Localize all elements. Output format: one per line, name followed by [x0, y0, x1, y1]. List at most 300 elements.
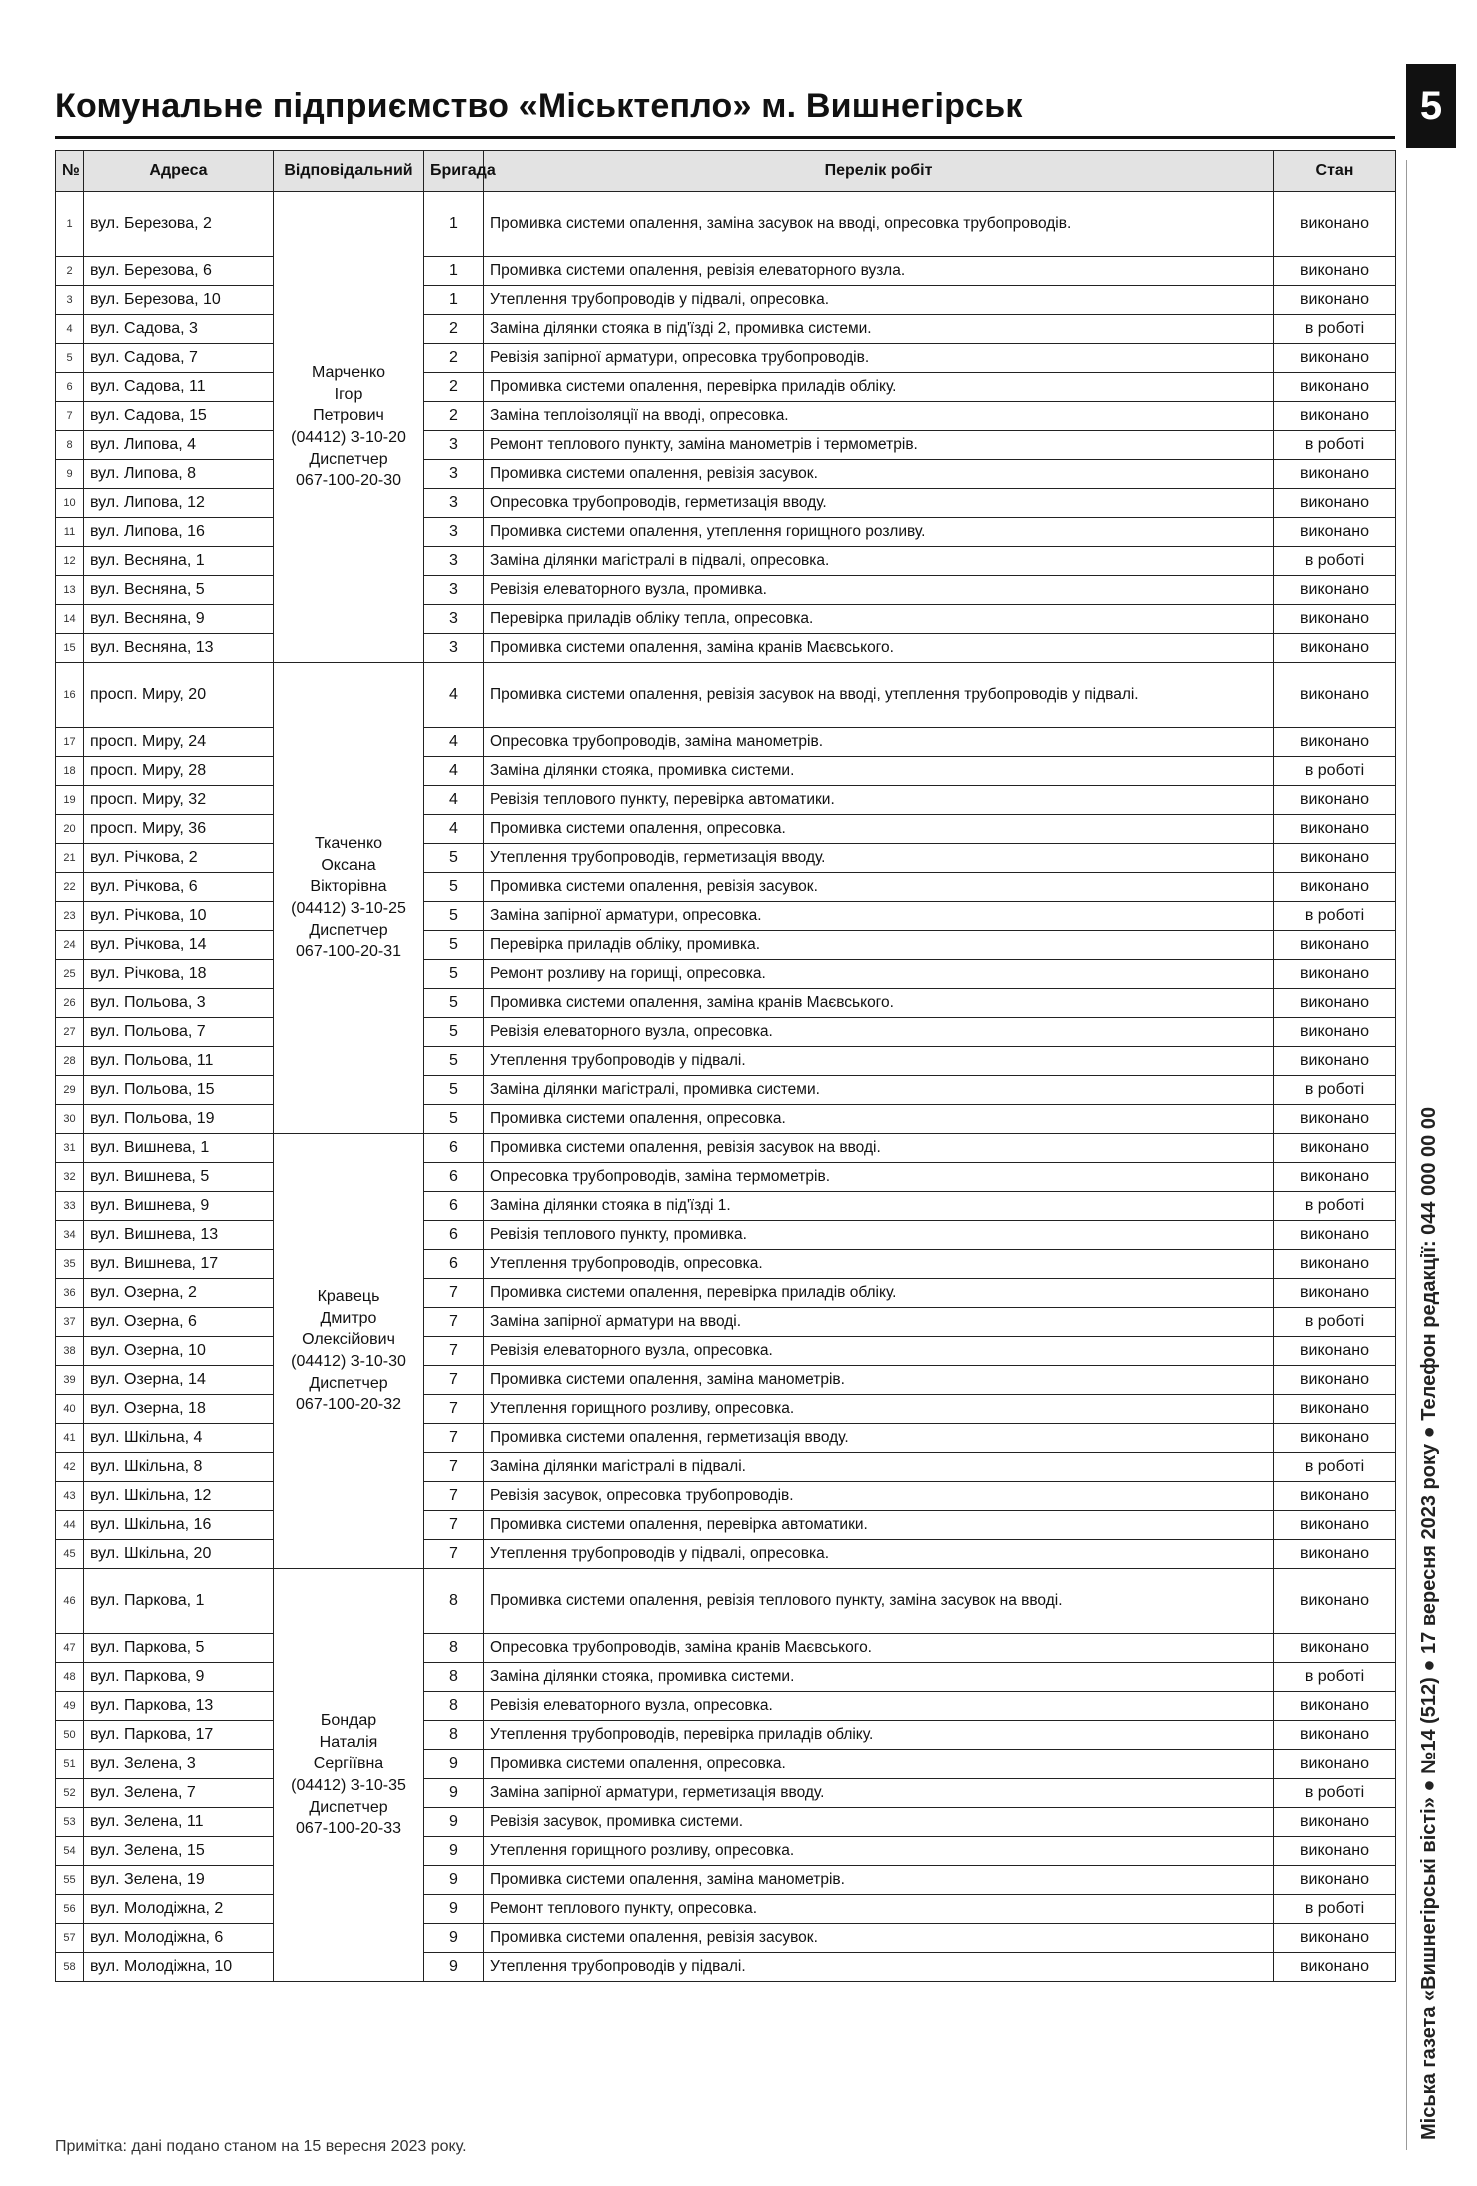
column-header: Перелік робіт: [484, 151, 1274, 192]
crew-cell: 1: [424, 257, 484, 286]
address-cell: вул. Вишнева, 17: [84, 1250, 274, 1279]
status-cell: виконано: [1274, 1953, 1396, 1982]
crew-cell: 6: [424, 1192, 484, 1221]
description-cell: Промивка системи опалення, опресовка.: [484, 1750, 1274, 1779]
address-cell: вул. Березова, 6: [84, 257, 274, 286]
row-number: 25: [56, 960, 84, 989]
contact-cell: Марченко Ігор Петрович (04412) 3-10-20 Диспетчер 067-100-20-30: [274, 192, 424, 663]
table-row: [56, 1047, 1396, 1076]
row-number: 4: [56, 315, 84, 344]
row-number: 38: [56, 1337, 84, 1366]
description-cell: Промивка системи опалення, перевірка приладів обліку.: [484, 373, 1274, 402]
status-cell: виконано: [1274, 1924, 1396, 1953]
table-row: [56, 1279, 1396, 1308]
schedule-table-header: [56, 151, 1396, 192]
row-number: 52: [56, 1779, 84, 1808]
status-cell: виконано: [1274, 1540, 1396, 1569]
description-cell: Ревізія запірної арматури, опресовка трубопроводів.: [484, 344, 1274, 373]
description-cell: Промивка системи опалення, перевірка автоматики.: [484, 1511, 1274, 1540]
page-header: [55, 56, 1395, 139]
table-row: [56, 518, 1396, 547]
table-row: [56, 547, 1396, 576]
table-row: [56, 286, 1396, 315]
description-cell: Промивка системи опалення, ревізія засувок.: [484, 1924, 1274, 1953]
status-cell: в роботі: [1274, 902, 1396, 931]
address-cell: вул. Річкова, 14: [84, 931, 274, 960]
table-row: [56, 1163, 1396, 1192]
status-cell: виконано: [1274, 844, 1396, 873]
crew-cell: 9: [424, 1924, 484, 1953]
description-cell: Промивка системи опалення, герметизація вводу.: [484, 1424, 1274, 1453]
table-row: [56, 431, 1396, 460]
crew-cell: 9: [424, 1866, 484, 1895]
description-cell: Промивка системи опалення, опресовка.: [484, 815, 1274, 844]
crew-cell: 5: [424, 844, 484, 873]
row-number: 43: [56, 1482, 84, 1511]
description-cell: Утеплення трубопроводів у підвалі, опресовка.: [484, 286, 1274, 315]
description-cell: Промивка системи опалення, ревізія засувок.: [484, 460, 1274, 489]
address-cell: вул. Паркова, 1: [84, 1569, 274, 1634]
status-cell: виконано: [1274, 931, 1396, 960]
description-cell: Ревізія елеваторного вузла, промивка.: [484, 576, 1274, 605]
description-cell: Утеплення трубопроводів, опресовка.: [484, 1250, 1274, 1279]
address-cell: вул. Молодіжна, 2: [84, 1895, 274, 1924]
table-row: [56, 1634, 1396, 1663]
status-cell: виконано: [1274, 960, 1396, 989]
table-row: [56, 1953, 1396, 1982]
crew-cell: 7: [424, 1308, 484, 1337]
status-cell: в роботі: [1274, 547, 1396, 576]
row-number: 34: [56, 1221, 84, 1250]
description-cell: Промивка системи опалення, утеплення горищного розливу.: [484, 518, 1274, 547]
footer-note: Примітка: дані подано станом на 15 вересня 2023 року.: [55, 2138, 467, 2155]
contact-cell: Ткаченко Оксана Вікторівна (04412) 3-10-25 Диспетчер 067-100-20-31: [274, 663, 424, 1134]
address-cell: вул. Паркова, 13: [84, 1692, 274, 1721]
crew-cell: 8: [424, 1692, 484, 1721]
address-cell: просп. Миру, 24: [84, 728, 274, 757]
row-number: 40: [56, 1395, 84, 1424]
description-cell: Ревізія теплового пункту, перевірка автоматики.: [484, 786, 1274, 815]
table-row: [56, 1540, 1396, 1569]
row-number: 24: [56, 931, 84, 960]
crew-cell: 2: [424, 344, 484, 373]
description-cell: Перевірка приладів обліку тепла, опресовка.: [484, 605, 1274, 634]
row-number: 57: [56, 1924, 84, 1953]
address-cell: вул. Весняна, 13: [84, 634, 274, 663]
crew-cell: 6: [424, 1250, 484, 1279]
table-row: [56, 1250, 1396, 1279]
crew-cell: 5: [424, 1018, 484, 1047]
address-cell: вул. Річкова, 6: [84, 873, 274, 902]
status-cell: виконано: [1274, 192, 1396, 257]
crew-cell: 3: [424, 576, 484, 605]
crew-cell: 3: [424, 518, 484, 547]
address-cell: просп. Миру, 32: [84, 786, 274, 815]
table-row: [56, 315, 1396, 344]
address-cell: вул. Весняна, 5: [84, 576, 274, 605]
table-row: [56, 1511, 1396, 1540]
status-cell: виконано: [1274, 1511, 1396, 1540]
address-cell: вул. Річкова, 10: [84, 902, 274, 931]
crew-cell: 4: [424, 663, 484, 728]
address-cell: вул. Річкова, 18: [84, 960, 274, 989]
status-cell: в роботі: [1274, 1453, 1396, 1482]
crew-cell: 9: [424, 1808, 484, 1837]
address-cell: вул. Річкова, 2: [84, 844, 274, 873]
status-cell: виконано: [1274, 815, 1396, 844]
column-header: Відповідальний: [274, 151, 424, 192]
status-cell: виконано: [1274, 1337, 1396, 1366]
address-cell: вул. Зелена, 7: [84, 1779, 274, 1808]
schedule-table: [55, 150, 1396, 1982]
column-header: Адреса: [84, 151, 274, 192]
status-cell: в роботі: [1274, 1663, 1396, 1692]
status-cell: виконано: [1274, 1047, 1396, 1076]
row-number: 42: [56, 1453, 84, 1482]
crew-cell: 9: [424, 1837, 484, 1866]
row-number: 3: [56, 286, 84, 315]
address-cell: вул. Липова, 4: [84, 431, 274, 460]
status-cell: виконано: [1274, 1721, 1396, 1750]
row-number: 7: [56, 402, 84, 431]
status-cell: виконано: [1274, 1837, 1396, 1866]
row-number: 44: [56, 1511, 84, 1540]
status-cell: в роботі: [1274, 1308, 1396, 1337]
row-number: 27: [56, 1018, 84, 1047]
address-cell: вул. Зелена, 11: [84, 1808, 274, 1837]
status-cell: виконано: [1274, 634, 1396, 663]
column-header: Стан: [1274, 151, 1396, 192]
crew-cell: 7: [424, 1453, 484, 1482]
table-row: [56, 1866, 1396, 1895]
address-cell: вул. Шкільна, 12: [84, 1482, 274, 1511]
status-cell: виконано: [1274, 1424, 1396, 1453]
address-cell: вул. Паркова, 9: [84, 1663, 274, 1692]
description-cell: Промивка системи опалення, опресовка.: [484, 1105, 1274, 1134]
address-cell: вул. Вишнева, 5: [84, 1163, 274, 1192]
crew-cell: 9: [424, 1779, 484, 1808]
crew-cell: 3: [424, 605, 484, 634]
row-number: 51: [56, 1750, 84, 1779]
address-cell: вул. Вишнева, 9: [84, 1192, 274, 1221]
status-cell: виконано: [1274, 1279, 1396, 1308]
address-cell: вул. Польова, 3: [84, 989, 274, 1018]
table-row: [56, 1221, 1396, 1250]
row-number: 49: [56, 1692, 84, 1721]
status-cell: виконано: [1274, 1692, 1396, 1721]
row-number: 28: [56, 1047, 84, 1076]
page-title: Комунальне підприємство «Міськтепло» м. Вишнегірськ: [55, 87, 1023, 125]
table-row: [56, 344, 1396, 373]
status-cell: виконано: [1274, 1018, 1396, 1047]
description-cell: Утеплення трубопроводів у підвалі.: [484, 1047, 1274, 1076]
row-number: 19: [56, 786, 84, 815]
address-cell: вул. Липова, 8: [84, 460, 274, 489]
address-cell: вул. Липова, 16: [84, 518, 274, 547]
address-cell: вул. Шкільна, 16: [84, 1511, 274, 1540]
description-cell: Заміна ділянки магістралі в підвалі.: [484, 1453, 1274, 1482]
description-cell: Ремонт теплового пункту, опресовка.: [484, 1895, 1274, 1924]
description-cell: Заміна запірної арматури, опресовка.: [484, 902, 1274, 931]
row-number: 30: [56, 1105, 84, 1134]
row-number: 31: [56, 1134, 84, 1163]
row-number: 8: [56, 431, 84, 460]
crew-cell: 3: [424, 460, 484, 489]
address-cell: вул. Весняна, 1: [84, 547, 274, 576]
crew-cell: 9: [424, 1953, 484, 1982]
table-row: [56, 489, 1396, 518]
description-cell: Заміна ділянки магістралі, промивка системи.: [484, 1076, 1274, 1105]
description-cell: Промивка системи опалення, ревізія засувок.: [484, 873, 1274, 902]
description-cell: Промивка системи опалення, заміна манометрів.: [484, 1866, 1274, 1895]
crew-cell: 8: [424, 1663, 484, 1692]
address-cell: вул. Польова, 19: [84, 1105, 274, 1134]
table-row: [56, 1395, 1396, 1424]
crew-cell: 2: [424, 402, 484, 431]
description-cell: Заміна запірної арматури на вводі.: [484, 1308, 1274, 1337]
crew-cell: 4: [424, 815, 484, 844]
status-cell: виконано: [1274, 518, 1396, 547]
status-cell: виконано: [1274, 1634, 1396, 1663]
address-cell: вул. Зелена, 19: [84, 1866, 274, 1895]
table-row: [56, 815, 1396, 844]
address-cell: вул. Шкільна, 8: [84, 1453, 274, 1482]
row-number: 54: [56, 1837, 84, 1866]
table-row: [56, 728, 1396, 757]
row-number: 22: [56, 873, 84, 902]
table-row: [56, 605, 1396, 634]
status-cell: виконано: [1274, 1134, 1396, 1163]
table-row: [56, 960, 1396, 989]
status-cell: виконано: [1274, 1395, 1396, 1424]
status-cell: виконано: [1274, 1163, 1396, 1192]
status-cell: виконано: [1274, 873, 1396, 902]
row-number: 13: [56, 576, 84, 605]
row-number: 20: [56, 815, 84, 844]
crew-cell: 7: [424, 1279, 484, 1308]
crew-cell: 5: [424, 1047, 484, 1076]
crew-cell: 2: [424, 373, 484, 402]
table-row: [56, 989, 1396, 1018]
address-cell: вул. Озерна, 14: [84, 1366, 274, 1395]
description-cell: Утеплення горищного розливу, опресовка.: [484, 1395, 1274, 1424]
description-cell: Промивка системи опалення, заміна засувок на вводі, опресовка трубопроводів.: [484, 192, 1274, 257]
crew-cell: 3: [424, 431, 484, 460]
crew-cell: 3: [424, 547, 484, 576]
address-cell: вул. Шкільна, 20: [84, 1540, 274, 1569]
row-number: 16: [56, 663, 84, 728]
table-row: [56, 1750, 1396, 1779]
address-cell: вул. Озерна, 6: [84, 1308, 274, 1337]
description-cell: Ремонт розливу на горищі, опресовка.: [484, 960, 1274, 989]
address-cell: просп. Миру, 28: [84, 757, 274, 786]
description-cell: Ремонт теплового пункту, заміна манометрів і термометрів.: [484, 431, 1274, 460]
status-cell: виконано: [1274, 257, 1396, 286]
status-cell: виконано: [1274, 489, 1396, 518]
description-cell: Ревізія елеваторного вузла, опресовка.: [484, 1018, 1274, 1047]
status-cell: виконано: [1274, 1866, 1396, 1895]
row-number: 48: [56, 1663, 84, 1692]
side-caption: Міська газета «Вишнегірські вісті» ● №14 (512) ● 17 вересня 2023 року ● Телефон редакції: 044 000 00 00: [1418, 1106, 1440, 2140]
row-number: 35: [56, 1250, 84, 1279]
status-cell: виконано: [1274, 460, 1396, 489]
description-cell: Промивка системи опалення, заміна манометрів.: [484, 1366, 1274, 1395]
table-row: [56, 873, 1396, 902]
table-row: [56, 1837, 1396, 1866]
address-cell: вул. Садова, 3: [84, 315, 274, 344]
description-cell: Промивка системи опалення, ревізія елеваторного вузла.: [484, 257, 1274, 286]
crew-cell: 9: [424, 1895, 484, 1924]
address-cell: вул. Садова, 15: [84, 402, 274, 431]
address-cell: вул. Польова, 11: [84, 1047, 274, 1076]
row-number: 6: [56, 373, 84, 402]
description-cell: Утеплення горищного розливу, опресовка.: [484, 1837, 1274, 1866]
description-cell: Утеплення трубопроводів у підвалі, опресовка.: [484, 1540, 1274, 1569]
status-cell: в роботі: [1274, 757, 1396, 786]
address-cell: вул. Вишнева, 1: [84, 1134, 274, 1163]
row-number: 9: [56, 460, 84, 489]
table-row: [56, 1366, 1396, 1395]
status-cell: виконано: [1274, 605, 1396, 634]
status-cell: в роботі: [1274, 431, 1396, 460]
row-number: 18: [56, 757, 84, 786]
row-number: 56: [56, 1895, 84, 1924]
description-cell: Ревізія елеваторного вузла, опресовка.: [484, 1692, 1274, 1721]
address-cell: вул. Садова, 11: [84, 373, 274, 402]
status-cell: в роботі: [1274, 1895, 1396, 1924]
description-cell: Заміна запірної арматури, герметизація вводу.: [484, 1779, 1274, 1808]
status-cell: виконано: [1274, 286, 1396, 315]
row-number: 29: [56, 1076, 84, 1105]
crew-cell: 8: [424, 1721, 484, 1750]
crew-cell: 5: [424, 960, 484, 989]
status-cell: виконано: [1274, 1808, 1396, 1837]
table-row: [56, 1453, 1396, 1482]
description-cell: Промивка системи опалення, перевірка приладів обліку.: [484, 1279, 1274, 1308]
address-cell: вул. Паркова, 5: [84, 1634, 274, 1663]
crew-cell: 8: [424, 1634, 484, 1663]
schedule-table-body: [56, 192, 1396, 1982]
crew-cell: 5: [424, 873, 484, 902]
status-cell: виконано: [1274, 1569, 1396, 1634]
crew-cell: 4: [424, 757, 484, 786]
row-number: 50: [56, 1721, 84, 1750]
table-row: [56, 757, 1396, 786]
status-cell: виконано: [1274, 728, 1396, 757]
crew-cell: 5: [424, 1076, 484, 1105]
description-cell: Заміна ділянки стояка, промивка системи.: [484, 757, 1274, 786]
description-cell: Утеплення трубопроводів, перевірка приладів обліку.: [484, 1721, 1274, 1750]
table-row: [56, 1779, 1396, 1808]
description-cell: Заміна ділянки магістралі в підвалі, опресовка.: [484, 547, 1274, 576]
table-row: [56, 373, 1396, 402]
address-cell: вул. Молодіжна, 10: [84, 1953, 274, 1982]
row-number: 33: [56, 1192, 84, 1221]
crew-cell: 6: [424, 1221, 484, 1250]
description-cell: Ревізія елеваторного вузла, опресовка.: [484, 1337, 1274, 1366]
description-cell: Промивка системи опалення, ревізія засувок на вводі, утеплення трубопроводів у підвалі.: [484, 663, 1274, 728]
description-cell: Заміна ділянки стояка в під'їзді 2, промивка системи.: [484, 315, 1274, 344]
address-cell: вул. Озерна, 18: [84, 1395, 274, 1424]
status-cell: виконано: [1274, 1221, 1396, 1250]
status-cell: виконано: [1274, 373, 1396, 402]
crew-cell: 3: [424, 489, 484, 518]
status-cell: виконано: [1274, 1750, 1396, 1779]
description-cell: Опресовка трубопроводів, заміна манометрів.: [484, 728, 1274, 757]
status-cell: в роботі: [1274, 315, 1396, 344]
status-cell: виконано: [1274, 344, 1396, 373]
status-cell: виконано: [1274, 663, 1396, 728]
column-header: Бригада: [424, 151, 484, 192]
table-row: [56, 402, 1396, 431]
description-cell: Заміна ділянки стояка в під'їзді 1.: [484, 1192, 1274, 1221]
status-cell: виконано: [1274, 1366, 1396, 1395]
status-cell: виконано: [1274, 402, 1396, 431]
row-number: 39: [56, 1366, 84, 1395]
address-cell: вул. Озерна, 10: [84, 1337, 274, 1366]
status-cell: в роботі: [1274, 1076, 1396, 1105]
description-cell: Заміна ділянки стояка, промивка системи.: [484, 1663, 1274, 1692]
address-cell: вул. Зелена, 15: [84, 1837, 274, 1866]
column-header: №: [56, 151, 84, 192]
row-number: 55: [56, 1866, 84, 1895]
description-cell: Опресовка трубопроводів, заміна кранів Маєвського.: [484, 1634, 1274, 1663]
crew-cell: 1: [424, 286, 484, 315]
description-cell: Опресовка трубопроводів, герметизація вводу.: [484, 489, 1274, 518]
row-number: 1: [56, 192, 84, 257]
crew-cell: 4: [424, 728, 484, 757]
table-row: [56, 786, 1396, 815]
crew-cell: 5: [424, 1105, 484, 1134]
crew-cell: 7: [424, 1337, 484, 1366]
crew-cell: 7: [424, 1540, 484, 1569]
row-number: 14: [56, 605, 84, 634]
crew-cell: 5: [424, 902, 484, 931]
crew-cell: 7: [424, 1395, 484, 1424]
row-number: 26: [56, 989, 84, 1018]
row-number: 58: [56, 1953, 84, 1982]
row-number: 23: [56, 902, 84, 931]
crew-cell: 9: [424, 1750, 484, 1779]
description-cell: Ревізія теплового пункту, промивка.: [484, 1221, 1274, 1250]
description-cell: Ревізія засувок, промивка системи.: [484, 1808, 1274, 1837]
table-row: [56, 1895, 1396, 1924]
address-cell: вул. Березова, 10: [84, 286, 274, 315]
crew-cell: 5: [424, 989, 484, 1018]
row-number: 45: [56, 1540, 84, 1569]
table-row: [56, 576, 1396, 605]
row-number: 10: [56, 489, 84, 518]
table-row: [56, 1105, 1396, 1134]
description-cell: Опресовка трубопроводів, заміна термометрів.: [484, 1163, 1274, 1192]
status-cell: виконано: [1274, 989, 1396, 1018]
address-cell: вул. Молодіжна, 6: [84, 1924, 274, 1953]
address-cell: вул. Зелена, 3: [84, 1750, 274, 1779]
row-number: 41: [56, 1424, 84, 1453]
crew-cell: 7: [424, 1424, 484, 1453]
address-cell: вул. Польова, 7: [84, 1018, 274, 1047]
crew-cell: 1: [424, 192, 484, 257]
row-number: 5: [56, 344, 84, 373]
table-row: [56, 634, 1396, 663]
description-cell: Ревізія засувок, опресовка трубопроводів.: [484, 1482, 1274, 1511]
table-row: [56, 1663, 1396, 1692]
description-cell: Промивка системи опалення, ревізія теплового пункту, заміна засувок на вводі.: [484, 1569, 1274, 1634]
table-row: [56, 1482, 1396, 1511]
table-row: [56, 460, 1396, 489]
address-cell: вул. Шкільна, 4: [84, 1424, 274, 1453]
table-row: [56, 1808, 1396, 1837]
